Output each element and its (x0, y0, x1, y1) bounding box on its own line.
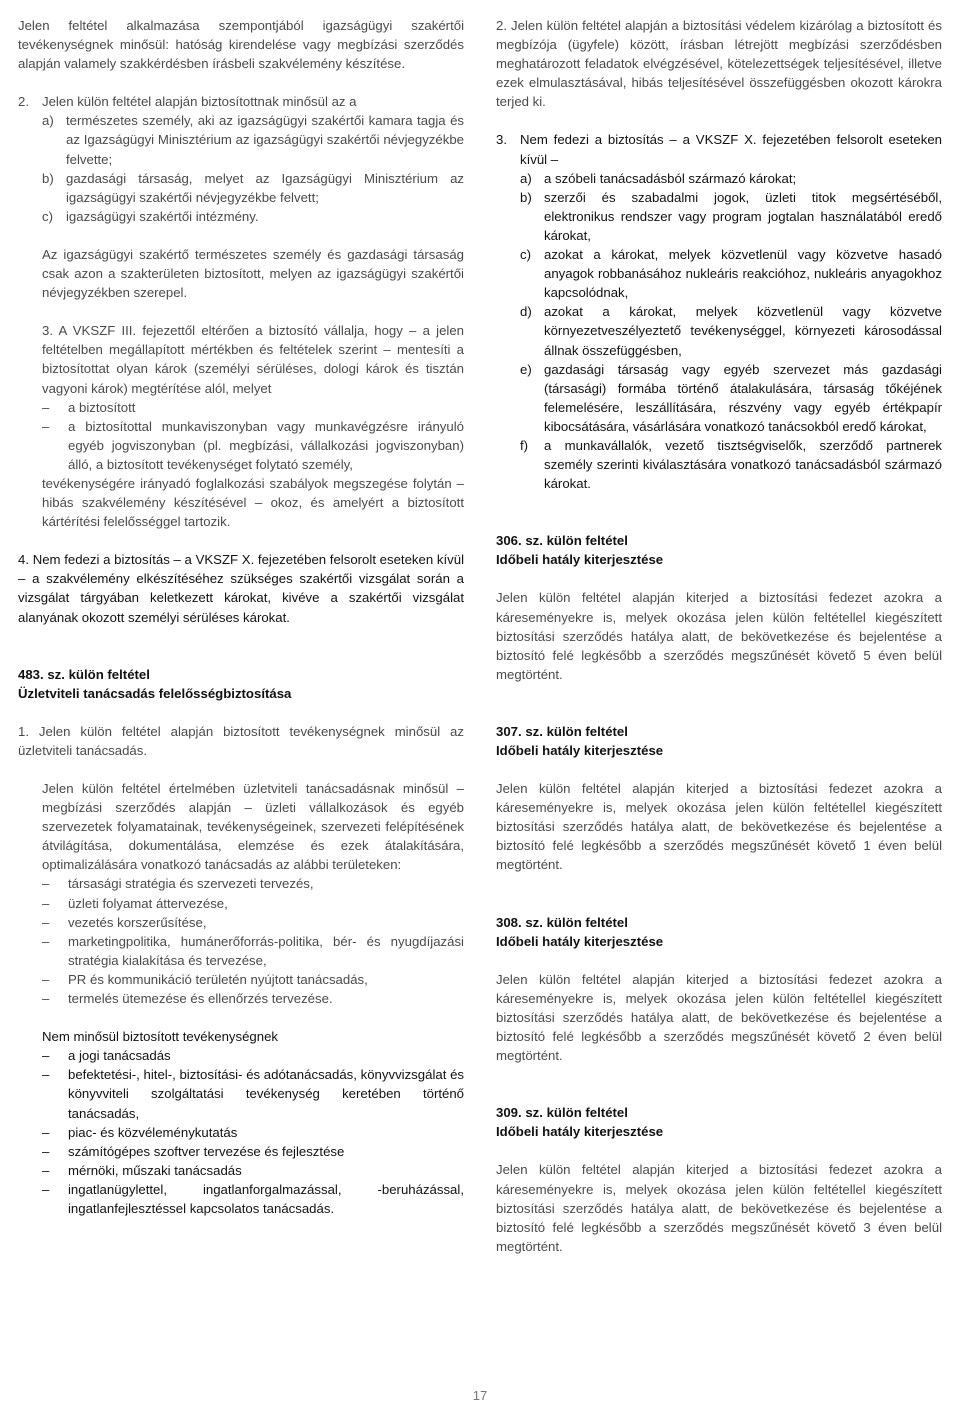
list-item: e) gazdasági társaság vagy egyéb szervezet más gazdasági (társasági) formába történő átalakulására, társaság tőkéjének felemelésére, leszállítására, részvény vagy egyéb értékpapír kibocsátására, vásárlására vonatkozó tanácsokból eredő károkat, (520, 361, 942, 434)
section-307 (496, 722, 942, 875)
list-item: – PR és kommunikáció területén nyújtott tanácsadás, (42, 971, 368, 987)
section-title: Időbeli hatály kiterjesztése (496, 552, 664, 568)
list-item: a) a szóbeli tanácsadásból származó károkat; (520, 170, 797, 186)
list-item: – termelés ütemezése és ellenőrzés tervezése. (42, 991, 333, 1007)
clause-note: Az igazságügyi szakértő természetes személy és gazdasági társaság csak azon a szakterületen biztosított, melyen az igazságügyi szakértői névjegyzékben szerepel. (42, 246, 464, 301)
definition-text: Jelen külön feltétel értelmében üzletviteli tanácsadásnak minősül – megbízási szerződés alapján – üzleti vállalkozások és egyéb szervezetek folyamatainak, tevékenységeinek, szervezeti felépítésének átvilágítása, dokumentálása, elemzése és ezek átalakítására, optimalizálására vonatkozó tanácsadás az alábbi területeken: (42, 781, 464, 873)
list-item: c) igazságügyi szakértői intézmény. (42, 208, 259, 224)
consultancy-definition (18, 779, 464, 1218)
section-number-heading: 308. sz. külön feltétel (496, 914, 628, 930)
clause-text: Nem fedezi a biztosítás – a VKSZF X. fejezetében felsorolt eseteken kívül – (520, 132, 942, 167)
clause-text: 3. A VKSZF III. fejezettől eltérően a biztosító vállalja, hogy – a jelen feltételben megállapított mértékben és feltételek szerint – mentesíti a biztosítottat olyan károk (személyi sérüléses, dologi károk és tisztán vagyoni károk) megtérítése alól, melyet (42, 323, 464, 396)
list-item: – számítógépes szoftver tervezése és fejlesztése (42, 1143, 345, 1159)
section-title: Időbeli hatály kiterjesztése (496, 743, 664, 758)
section-number-heading: 483. sz. külön feltétel (18, 666, 150, 682)
clause-2 (18, 92, 464, 111)
list-item: – mérnöki, műszaki tanácsadás (42, 1162, 242, 1178)
page-number: 17 (472, 1388, 488, 1403)
section-body: Jelen külön feltétel alapján kiterjed a biztosítási fedezet azokra a káreseményekre is, melyek okozása jelen külön feltétellel kiegészített biztosítási szerződés hatálya alatt, de bekövetkezése és bejelentése a biztosító felé legkésőbb a szerződés megszűnését követő 2 éven belül megtörtént. (496, 971, 942, 1064)
section-body: Jelen külön feltétel alapján kiterjed a biztosítási fedezet azokra a káreseményekre is, melyek okozása jelen külön feltétellel kiegészített biztosítási szerződés hatálya alatt, de bekövetkezése és bejelentése a biztosító felé legkésőbb a szerződés megszűnését követő 5 éven belül megtörtént. (496, 590, 942, 682)
clause-2: 2. Jelen külön feltétel alapján a biztosítási védelem kizárólag a biztosított és megbízója (ügyfele) között, írásban létrejött megbízási szerződésben meghatározott feladatok elvégzésével, kötelezettségek teljesítésével, illetve ezek elmulasztásával, hibás teljesítésével összefüggésben okozott károkra terjed ki. (496, 18, 942, 110)
section-title: Időbeli hatály kiterjesztése (496, 1124, 664, 1140)
section-body: Jelen külön feltétel alapján kiterjed a biztosítási fedezet azokra a káreseményekre is, melyek okozása jelen külön feltétellel kiegészített biztosítási szerződés hatálya alatt, de bekövetkezése és bejelentése a biztosító felé legkésőbb a szerződés megszűnését követő 3 éven belül megtörtént. (496, 1162, 942, 1254)
clause-text: Jelen külön feltétel alapján biztosítottnak minősül az a (42, 94, 357, 110)
list-item: – üzleti folyamat áttervezése, (42, 895, 228, 911)
section-number-heading: 307. sz. külön feltétel (496, 723, 628, 739)
clause-3 (18, 321, 464, 531)
clause-text-continued: tevékenységére irányadó foglalkozási szabályok megszegése folytán – hibás szakvélemény készítésével – okoz, és amelyért a biztosított kártérítési felelősséggel tartozik. (42, 475, 464, 530)
list-item: – marketingpolitika, humánerőforrás-politika, bér- és nyugdíjazási stratégia kialakítása és tervezése, (42, 933, 464, 968)
clause-1: 1. Jelen külön feltétel alapján biztosított tevékenységnek minősül az üzletviteli tanácsadás. (18, 723, 464, 758)
section-title: Időbeli hatály kiterjesztése (496, 933, 664, 949)
section-title: Üzletviteli tanácsadás felelősségbiztosítása (18, 685, 292, 701)
insured-list (18, 111, 464, 302)
clause-number: 3. (496, 132, 507, 148)
clause-number: 2. (18, 94, 29, 110)
clause-3 (496, 130, 942, 168)
not-covered-title: Nem minősül biztosított tevékenységnek (42, 1029, 279, 1045)
list-item: – társasági stratégia és szervezeti tervezés, (42, 876, 314, 892)
list-item: a) természetes személy, aki az igazságügyi szakértői kamara tagja és az Igazságügyi Minisztérium az igazságügyi szakértői névjegyzékbe felvette; (42, 113, 464, 167)
list-item: b) gazdasági társaság, melyet az Igazságügyi Minisztérium az igazságügyi szakértői névjegyzékbe felvett; (42, 170, 464, 205)
section-body: Jelen külön feltétel alapján kiterjed a biztosítási fedezet azokra a káreseményekre is, melyek okozása jelen külön feltétellel kiegészített biztosítási szerződés hatálya alatt, de bekövetkezése és bejelentése a biztosító felé legkésőbb a szerződés megszűnését követő 1 éven belül megtörtént. (496, 781, 942, 873)
section-number-heading: 309. sz. külön feltétel (496, 1105, 628, 1121)
list-item: f) a munkavállalók, vezető tisztségviselők, szerződő partnerek személy szerinti kiválasztására vonatkozó tanácsadásból származó károkat. (520, 437, 942, 492)
list-item: – ingatlanügylettel, ingatlanforgalmazással, -beruházással, ingatlanfejlesztéssel kapcsolatos tanácsadás. (42, 1181, 464, 1216)
right-column (496, 16, 942, 1256)
exclusion-list (496, 169, 942, 494)
list-item: – a biztosítottal munkaviszonyban vagy munkavégzésre irányuló egyéb jogviszonyban (pl. megbízási, vállalkozási jogviszonyban) álló, a biztosított tevékenységet folytató személy, (42, 418, 464, 472)
section-309 (496, 1103, 942, 1256)
list-item: d) azokat a károkat, melyek közvetlenül vagy közvetve környezetveszélyeztető tevékenységgel, környezeti károsodással állnak összefüggésben, (520, 304, 942, 358)
left-column (18, 16, 464, 1218)
clause-4: 4. Nem fedezi a biztosítás – a VKSZF X. fejezetében felsorolt eseteken kívül – a szakvélemény elkészítéséhez szükséges szakértői vizsgálat során a vizsgálat tárgyában keletkezett károkat, kivéve a szakértői vizsgálat alanyának okozott személyi sérüléses károkat. (18, 552, 464, 625)
section-306 (496, 531, 942, 684)
section-308 (496, 913, 942, 1066)
list-item: – befektetési-, hitel-, biztosítási- és adótanácsadás, könyvvizsgálat és könyvviteli szolgáltatási tevékenység keretében történő tanácsadás, (42, 1067, 464, 1121)
list-item: – piac- és közvéleménykutatás (42, 1124, 238, 1140)
list-item: – a jogi tanácsadás (42, 1048, 171, 1064)
list-item: – vezetés korszerűsítése, (42, 914, 207, 930)
list-item: c) azokat a károkat, melyek közvetlenül vagy közvetve hasadó anyagok robbanásához nukleáris reakcióhoz, nukleáris anyagokhoz kapcsolódnak, (520, 247, 942, 301)
section-number-heading: 306. sz. külön feltétel (496, 533, 628, 549)
list-item: b) szerzői és szabadalmi jogok, üzleti titok megsértéséből, elektronikus rendszer vagy program jogtalan használatából eredő károkat, (520, 189, 942, 243)
list-item: – a biztosított (42, 399, 136, 415)
intro-paragraph: Jelen feltétel alkalmazása szempontjából igazságügyi szakértői tevékenységnek minősül: hatóság kirendelése vagy megbízási szerződés alapján valamely szakkérdésben írásbeli szakvélemény készítése. (18, 18, 464, 72)
